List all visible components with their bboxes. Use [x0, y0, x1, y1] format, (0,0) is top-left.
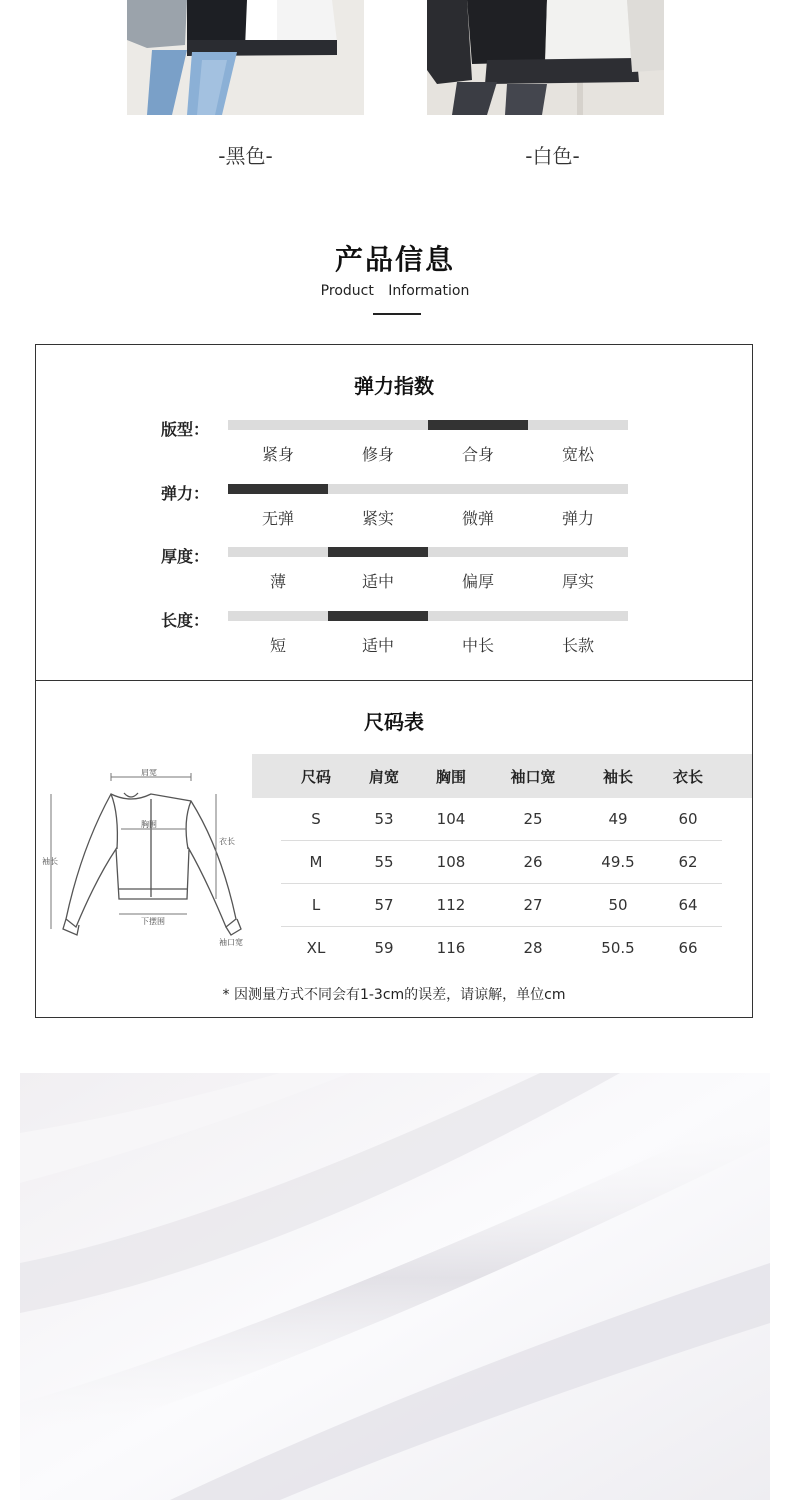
index-option-label: 紧实 — [361, 509, 394, 528]
product-photo-white — [427, 0, 664, 115]
size-table-row-divider — [281, 926, 722, 927]
diagram-label-cuff: 袖口宽 — [219, 938, 243, 947]
jacket-measurement-diagram — [41, 769, 246, 949]
index-segment — [528, 547, 628, 557]
index-segment — [328, 484, 428, 494]
index-option-label: 厚实 — [561, 572, 594, 591]
size-chart-panel — [35, 680, 753, 1018]
index-scale-bar — [228, 420, 628, 430]
index-scale-bar — [228, 547, 628, 557]
section-subtitle: Product Information — [320, 283, 470, 299]
size-table-cell: 26 — [523, 853, 543, 871]
fabric-closeup-photo — [20, 1073, 770, 1500]
index-scale-bar — [228, 484, 628, 494]
index-row-label: 版型： — [161, 420, 210, 439]
index-option-label: 适中 — [361, 572, 394, 591]
index-segment — [428, 547, 528, 557]
index-option-label: 修身 — [361, 445, 394, 464]
size-table-cell: 25 — [523, 810, 543, 828]
size-table-cell: 53 — [374, 810, 394, 828]
index-segment — [528, 611, 628, 621]
measurement-note: * 因测量方式不同会有1-3cm的误差，请谅解，单位cm — [222, 987, 566, 1003]
diagram-label-chest: 胸围 — [141, 820, 157, 829]
size-table-header-cell: 胸围 — [435, 768, 466, 786]
index-option-label: 紧身 — [261, 445, 294, 464]
diagram-label-sleeve: 袖长 — [42, 857, 58, 866]
index-row-label: 长度： — [161, 611, 210, 630]
size-table-cell: 57 — [374, 896, 394, 914]
index-option-label: 合身 — [461, 445, 494, 464]
size-table-cell: 50 — [608, 896, 628, 914]
size-table-header-cell: 肩宽 — [368, 768, 399, 786]
size-table-cell: 49.5 — [601, 853, 635, 871]
size-chart-title: 尺码表 — [364, 710, 424, 734]
index-option-label: 偏厚 — [461, 572, 494, 591]
diagram-label-shoulder: 肩宽 — [141, 769, 157, 777]
size-table-cell: 66 — [678, 939, 698, 957]
index-option-label: 长款 — [561, 636, 594, 655]
index-option-label: 无弹 — [261, 509, 294, 528]
size-table-row-divider — [281, 840, 722, 841]
size-table-row-divider — [281, 883, 722, 884]
index-segment — [228, 547, 328, 557]
product-photo-black — [127, 0, 364, 115]
size-table-cell: 62 — [678, 853, 698, 871]
diagram-label-hem: 下摆围 — [141, 917, 165, 926]
index-segment — [228, 420, 328, 430]
index-selected-segment — [228, 484, 328, 494]
size-table-header-cell: 尺码 — [300, 768, 331, 786]
index-segment — [428, 484, 528, 494]
size-table-cell: M — [309, 853, 323, 871]
section-divider — [373, 313, 421, 315]
index-segment — [528, 420, 628, 430]
index-option-label: 适中 — [361, 636, 394, 655]
elasticity-index-panel — [35, 344, 753, 681]
diagram-label-length: 衣长 — [219, 837, 235, 846]
index-segment — [528, 484, 628, 494]
section-title: 产品信息 — [334, 243, 455, 276]
size-table-header-cell: 袖口宽 — [510, 768, 556, 786]
index-segment — [228, 611, 328, 621]
size-table-header-cell: 衣长 — [672, 768, 703, 786]
index-option-label: 宽松 — [561, 445, 594, 464]
size-table-cell: 49 — [608, 810, 628, 828]
elasticity-title: 弹力指数 — [354, 374, 434, 398]
size-table-cell: 50.5 — [601, 939, 635, 957]
index-row-label: 弹力： — [161, 484, 210, 503]
index-scale-bar — [228, 611, 628, 621]
index-option-label: 弹力 — [561, 509, 594, 528]
size-table-cell: 108 — [436, 853, 466, 871]
size-table-cell: XL — [306, 939, 326, 957]
size-table-cell: 59 — [374, 939, 394, 957]
size-table-cell: 64 — [678, 896, 698, 914]
color-label-white: -白色- — [525, 144, 580, 168]
index-option-label: 短 — [269, 636, 286, 655]
size-table-cell: L — [311, 896, 321, 914]
index-option-label: 微弹 — [461, 509, 494, 528]
color-label-black: -黑色- — [218, 144, 273, 168]
size-table-cell: 27 — [523, 896, 543, 914]
index-segment — [428, 611, 528, 621]
index-segment — [328, 420, 428, 430]
index-option-label: 中长 — [461, 636, 494, 655]
size-table-cell: S — [311, 810, 321, 828]
index-row-label: 厚度： — [161, 547, 210, 566]
size-table-header-cell: 袖长 — [602, 768, 633, 786]
index-selected-segment — [328, 547, 428, 557]
size-table-cell: 55 — [374, 853, 394, 871]
index-option-label: 薄 — [269, 572, 286, 591]
index-selected-segment — [428, 420, 528, 430]
size-table-cell: 116 — [436, 939, 466, 957]
size-table-cell: 112 — [436, 896, 466, 914]
size-table-cell: 28 — [523, 939, 543, 957]
index-selected-segment — [328, 611, 428, 621]
size-table-cell: 60 — [678, 810, 698, 828]
size-table-cell: 104 — [436, 810, 466, 828]
